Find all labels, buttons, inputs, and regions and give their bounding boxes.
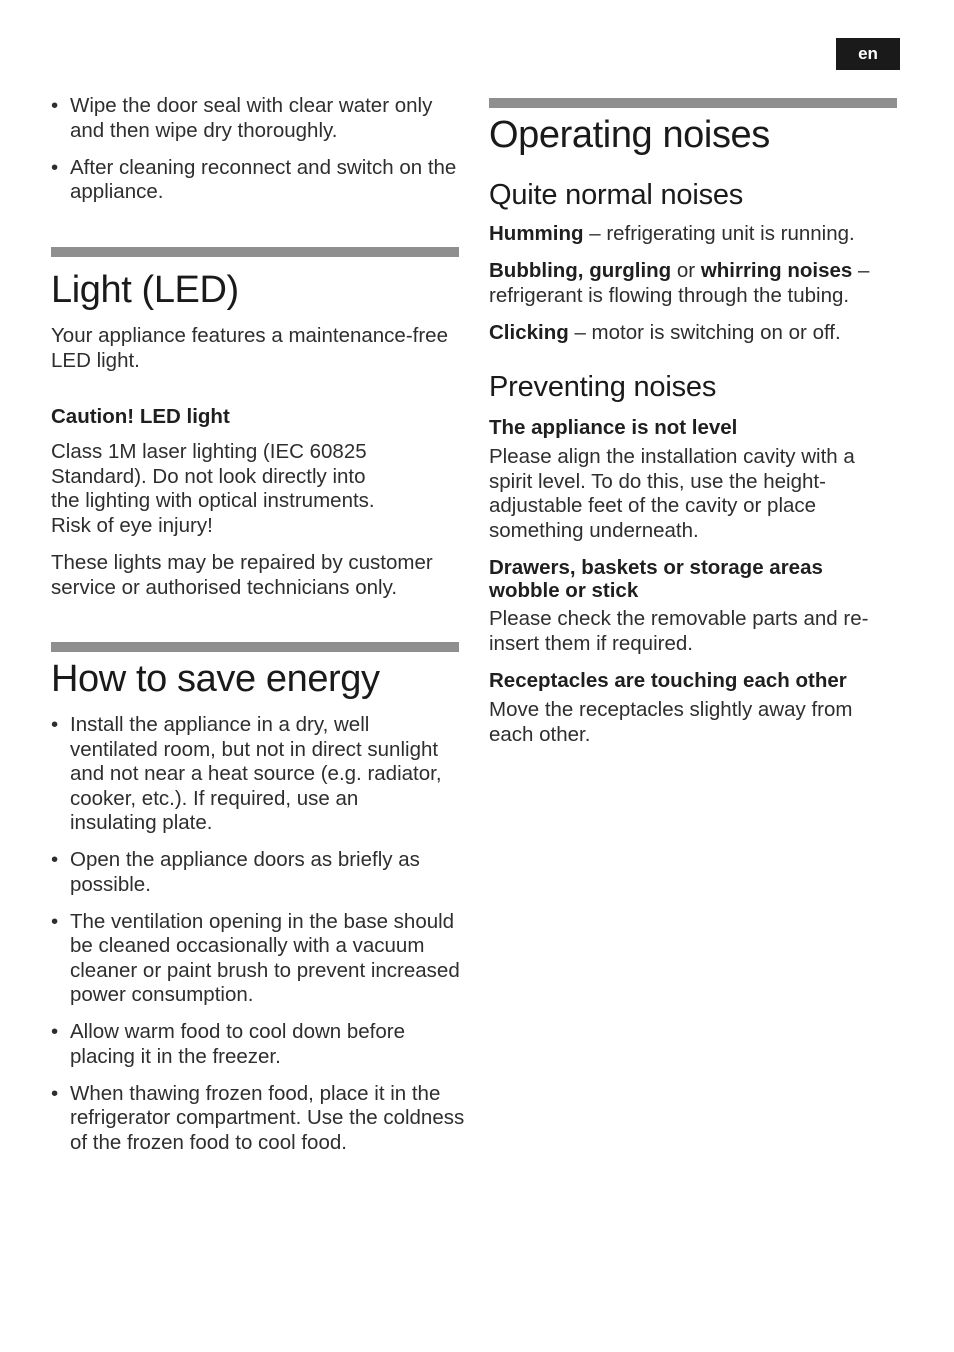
caution-text: Class 1M laser lighting (IEC 60825 Standard). Do not look directly into the lighting with optical instruments. Risk of eye injury! — [51, 440, 375, 537]
drawers-heading: Drawers, baskets or storage areas wobble or stick — [489, 556, 823, 602]
bullet-icon: • — [51, 848, 59, 871]
bubbling-item: Bubbling, gurgling or whirring noises – refrigerant is flowing through the tubing. — [489, 259, 870, 307]
list-item: • The ventilation opening in the base should be cleaned occasionally with a vacuum cleaner or paint brush to prevent increased power consumption. — [51, 909, 460, 1006]
humming-term: Humming — [489, 222, 584, 245]
section-divider — [51, 247, 459, 257]
energy-section-title: How to save energy — [51, 658, 380, 700]
bullet-icon: • — [51, 155, 59, 179]
list-item: • After cleaning reconnect and switch on the appliance. — [51, 155, 457, 203]
drawers-text: Please check the removable parts and re-insert them if required. — [489, 607, 869, 655]
normal-noises-heading: Quite normal noises — [489, 179, 744, 211]
not-level-heading: The appliance is not level — [489, 416, 738, 439]
clicking-item: Clicking – motor is switching on or off. — [489, 321, 841, 344]
clicking-term: Clicking — [489, 321, 569, 344]
light-intro-text: Your appliance features a maintenance-free LED light. — [51, 324, 448, 372]
cleaning-bullet-list — [51, 94, 463, 217]
section-divider — [489, 98, 897, 108]
list-item: • Install the appliance in a dry, well ventilated room, but not in direct sunlight and not near a heat source (e.g. radiator, cooker, etc.). If required, use an insulating plate. — [51, 713, 442, 834]
caution-heading: Caution! LED light — [51, 405, 230, 428]
energy-bullet-list — [51, 713, 463, 1168]
bubbling-term: Bubbling, gurgling — [489, 259, 672, 282]
not-level-text: Please align the installation cavity with a spirit level. To do this, use the height-adjustable feet of the cavity or place something underneath. — [489, 445, 855, 542]
receptacles-text: Move the receptacles slightly away from each other. — [489, 698, 853, 746]
repair-text: These lights may be repaired by customer service or authorised technicians only. — [51, 551, 433, 599]
section-divider — [51, 642, 459, 652]
language-badge: en — [836, 38, 900, 70]
preventing-noises-heading: Preventing noises — [489, 371, 717, 403]
humming-item: Humming – refrigerating unit is running. — [489, 222, 855, 245]
list-item: • Allow warm food to cool down before placing it in the freezer. — [51, 1020, 406, 1068]
light-section-title: Light (LED) — [51, 269, 239, 311]
noises-section-title: Operating noises — [489, 114, 770, 156]
bullet-icon: • — [51, 94, 59, 117]
receptacles-heading: Receptacles are touching each other — [489, 669, 847, 692]
list-item: • Open the appliance doors as briefly as possible. — [51, 848, 420, 896]
bullet-icon: • — [51, 713, 59, 736]
bullet-icon: • — [51, 909, 59, 933]
list-item: • When thawing frozen food, place it in the refrigerator compartment. Use the coldness of the frozen food to cool food. — [51, 1081, 465, 1154]
list-item: • Wipe the door seal with clear water only and then wipe dry thoroughly. — [51, 94, 433, 142]
bullet-icon: • — [51, 1081, 59, 1105]
bullet-icon: • — [51, 1020, 59, 1043]
whirring-term: whirring noises — [700, 259, 853, 282]
